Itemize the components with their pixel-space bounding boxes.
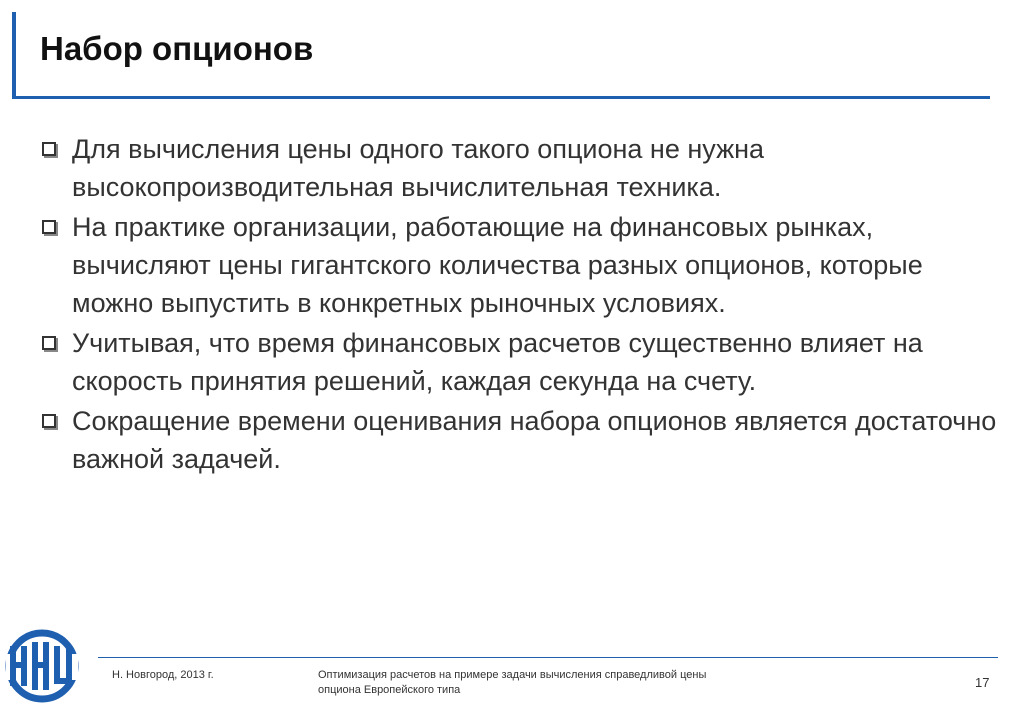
bullet-text: На практике организации, работающие на финансовых рынках, вычисляют цены гигантского количества разных опционов, которые можно выпустить в конкретных рыночных условиях. [72,212,923,318]
bullet-item [40,402,1000,478]
square-bullet-icon [42,414,56,428]
slide-title: Набор опционов [40,30,314,67]
bullet-text: Учитывая, что время финансовых расчетов существенно влияет на скорость принятия решений, каждая секунда на счету. [72,328,923,396]
bullet-item [40,208,1000,322]
footer-title-line: Оптимизация расчетов на примере задачи вычисления справедливой цены [318,669,707,681]
bullet-text: Для вычисления цены одного такого опциона не нужна высокопроизводительная вычислительная техника. [72,134,765,202]
title-accent-bar [12,12,16,98]
footer-place-date: Н. Новгород, 2013 г. [112,669,214,681]
bullet-item [40,130,1000,206]
title-underline [12,96,990,99]
square-bullet-icon [42,336,56,350]
footer-title-line: опциона Европейского типа [318,684,461,696]
square-bullet-icon [42,142,56,156]
bullet-list [40,130,1000,480]
bullet-item [40,324,1000,400]
footer-divider [98,657,998,658]
university-logo-icon [4,628,80,704]
square-bullet-icon [42,220,56,234]
page-number: 17 [975,675,990,690]
footer-presentation-title [318,668,818,698]
bullet-text: Сокращение времени оценивания набора опционов является достаточно важной задачей. [72,406,997,474]
